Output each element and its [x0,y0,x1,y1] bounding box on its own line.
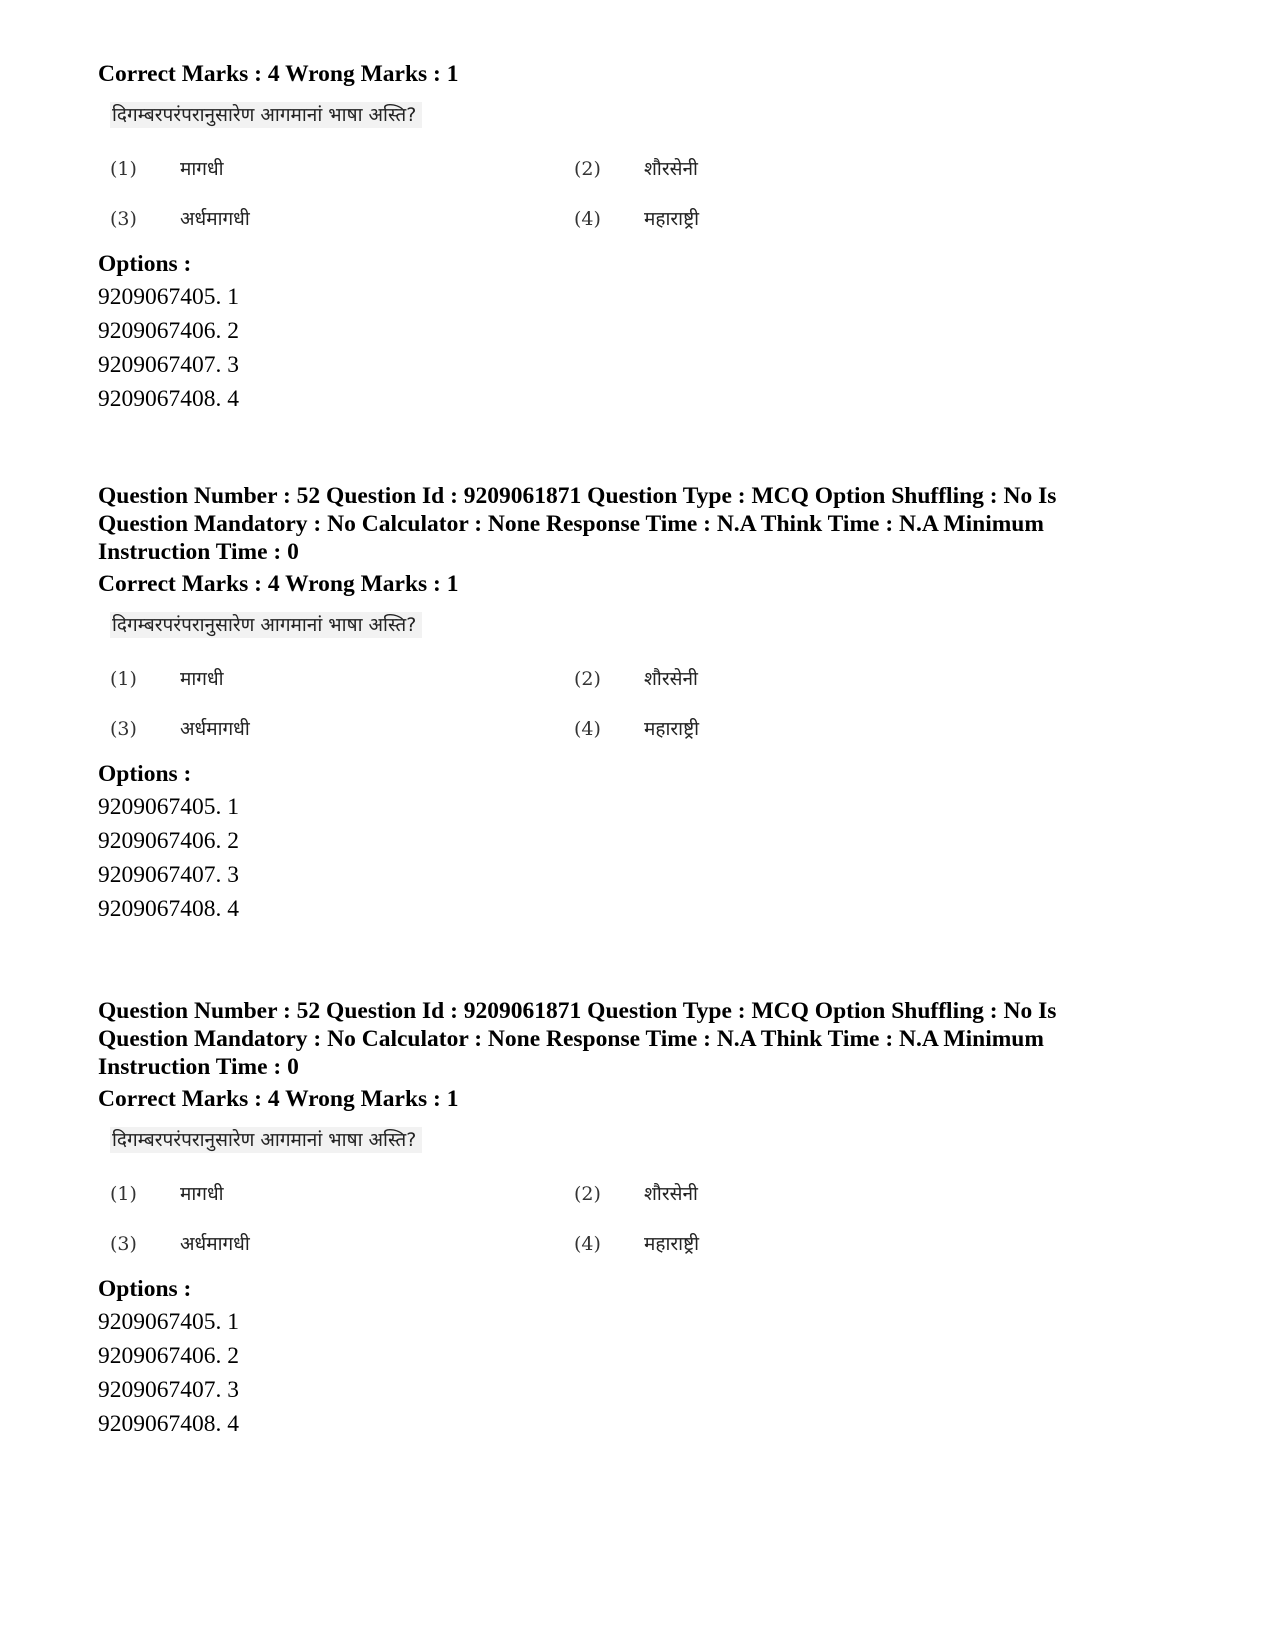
choice-text: महाराष्ट्री [644,1233,700,1255]
choice-text: अर्धमागधी [180,208,250,230]
choice-number: (3) [110,718,137,740]
choice-text: मागधी [180,668,224,690]
choice-number: (4) [574,1233,601,1255]
choice-text: शौरसेनी [644,1183,698,1205]
option-line: 9209067406. 2 [98,1343,239,1369]
option-line: 9209067407. 3 [98,352,239,378]
choice-text: शौरसेनी [644,158,698,180]
question-section-2 [98,482,1198,926]
option-line: 9209067407. 3 [98,862,239,888]
question-meta-line: Instruction Time : 0 [98,1054,299,1080]
options-label: Options : [98,761,192,787]
option-line: 9209067406. 2 [98,828,239,854]
choice-number: (2) [574,668,601,690]
choice-text: मागधी [180,158,224,180]
options-list [98,790,1198,926]
choice-text: मागधी [180,1183,224,1205]
choice-number: (1) [110,668,137,690]
marks-line: Correct Marks : 4 Wrong Marks : 1 [98,1086,459,1112]
option-line: 9209067407. 3 [98,1377,239,1403]
choice-number: (3) [110,208,137,230]
question-stem: दिगम्बरपरंपरानुसारेण आगमानां भाषा अस्ति? [110,102,422,128]
choice-text: अर्धमागधी [180,718,250,740]
choice-number: (2) [574,1183,601,1205]
question-meta-line: Question Mandatory : No Calculator : None Response Time : N.A Think Time : N.A Minimum [98,1026,1044,1052]
question-image [104,1119,700,1269]
choice-text: महाराष्ट्री [644,208,700,230]
question-stem: दिगम्बरपरंपरानुसारेण आगमानां भाषा अस्ति? [110,612,422,638]
question-meta-line: Instruction Time : 0 [98,539,299,565]
question-section-1 [98,60,1198,416]
choice-text: शौरसेनी [644,668,698,690]
option-line: 9209067405. 1 [98,1309,239,1335]
option-line: 9209067405. 1 [98,794,239,820]
question-image [104,94,700,244]
question-image [104,604,700,754]
choice-text: महाराष्ट्री [644,718,700,740]
options-label: Options : [98,251,192,277]
options-list [98,280,1198,416]
options-label: Options : [98,1276,192,1302]
question-stem: दिगम्बरपरंपरानुसारेण आगमानां भाषा अस्ति? [110,1127,422,1153]
choice-text: अर्धमागधी [180,1233,250,1255]
option-line: 9209067408. 4 [98,896,239,922]
choice-number: (1) [110,1183,137,1205]
option-line: 9209067408. 4 [98,386,239,412]
marks-line: Correct Marks : 4 Wrong Marks : 1 [98,571,459,597]
options-list [98,1305,1198,1441]
choice-number: (4) [574,718,601,740]
choice-number: (1) [110,158,137,180]
option-line: 9209067406. 2 [98,318,239,344]
question-meta-line: Question Number : 52 Question Id : 9209061871 Question Type : MCQ Option Shuffling : No Is [98,483,1057,509]
marks-line: Correct Marks : 4 Wrong Marks : 1 [98,61,459,87]
choice-number: (4) [574,208,601,230]
option-line: 9209067408. 4 [98,1411,239,1437]
question-meta-line: Question Mandatory : No Calculator : None Response Time : N.A Think Time : N.A Minimum [98,511,1044,537]
choice-number: (2) [574,158,601,180]
choice-number: (3) [110,1233,137,1255]
question-section-3 [98,997,1198,1441]
option-line: 9209067405. 1 [98,284,239,310]
question-meta-line: Question Number : 52 Question Id : 9209061871 Question Type : MCQ Option Shuffling : No Is [98,998,1057,1024]
